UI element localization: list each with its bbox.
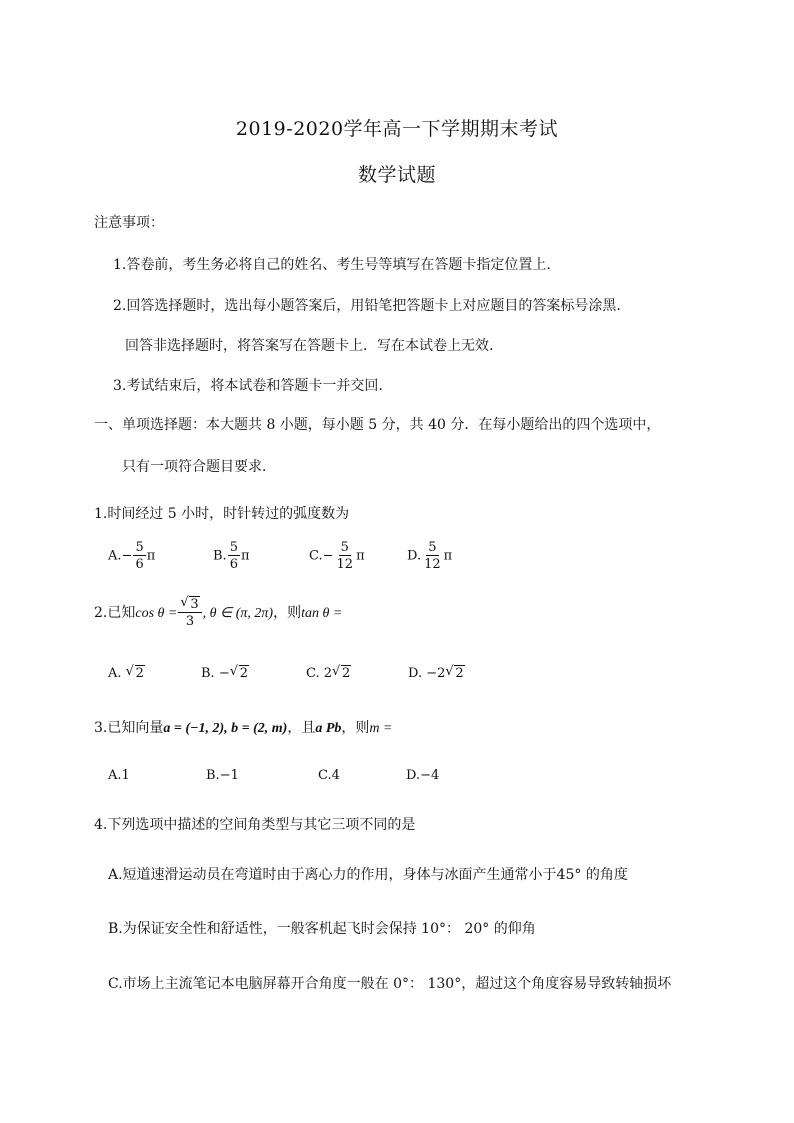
fraction: $\frac{5}{12}$ <box>336 540 354 572</box>
notice-heading: 注意事项： <box>94 215 164 231</box>
q2-option-d[interactable]: D. −2√ 2 <box>408 666 465 681</box>
notice-item-2b: 回答非选择题时，将答案写在答题卡上．写在本试卷上无效. <box>125 338 494 354</box>
cos-expr: cos θ = <box>135 606 178 621</box>
notice-item-3: 3.考试结束后，将本试卷和答题卡一并交回. <box>113 378 383 394</box>
fraction: $\frac{5}{6}$ <box>229 540 238 572</box>
section-heading-cont: 只有一项符合题目要求． <box>122 459 276 475</box>
q3-option-d[interactable]: D.−4 <box>406 768 440 783</box>
q1-option-a[interactable]: A.− $\frac{5}{6}$ π <box>108 540 156 572</box>
q4-option-a[interactable]: A.短道速滑运动员在弯道时由于离心力的作用，身体与冰面产生通常小于45° 的角度 <box>108 867 628 883</box>
relation-expr: a Pb <box>315 721 342 736</box>
section-heading: 一、单项选择题：本大题共 8 小题，每小题 5 分，共 40 分．在每小题给出的四个选项中， <box>94 417 661 433</box>
q2-option-b[interactable]: B. −√ 2 <box>201 666 249 681</box>
q3-option-c[interactable]: C.4 <box>318 768 340 783</box>
exam-subtitle: 数学试题 <box>357 164 436 186</box>
fraction: $\frac{5}{6}$ <box>135 540 144 572</box>
tan-expr: tan θ = <box>301 606 343 621</box>
question-1-stem: 1.时间经过 5 小时，时针转过的弧度数为 <box>94 506 350 522</box>
q4-option-b[interactable]: B.为保证安全性和舒适性，一般客机起飞时会保持 10°： 20° 的仰角 <box>108 921 536 937</box>
vector-expr: a = (−1, 2), b = (2, m) <box>163 721 288 736</box>
question-4-stem: 4.下列选项中描述的空间角类型与其它三项不同的是 <box>94 817 416 833</box>
question-2-stem: 2.已知cos θ = √ $\frac{3}{3}$ , θ ∈ (π, 2π)，则tan θ = <box>94 598 342 628</box>
q4-option-c[interactable]: C.市场上主流笔记本电脑屏幕开合角度一般在 0°： 130°，超过这个角度容易导致转轴损坏 <box>108 976 672 992</box>
notice-item-1: 1.答卷前，考生务必将自己的姓名、考生号等填写在答题卡指定位置上. <box>113 257 551 273</box>
q2-option-a[interactable]: A. √ 2 <box>108 666 145 681</box>
condition-expr: , θ ∈ (π, 2π) <box>202 606 274 621</box>
q3-option-a[interactable]: A.1 <box>108 768 130 783</box>
notice-item-2: 2.回答选择题时，选出每小题答案后，用铅笔把答题卡上对应题目的答案标号涂黑. <box>113 298 621 314</box>
fraction: $\frac{5}{12}$ <box>424 540 441 572</box>
question-3-stem: 3.已知向量a = (−1, 2), b = (2, m)，且a Pb，则m = <box>94 720 393 736</box>
target-expr: m = <box>369 721 393 736</box>
q3-option-b[interactable]: B.−1 <box>206 768 239 783</box>
q1-option-d[interactable]: D. $\frac{5}{12}$ π <box>407 540 453 572</box>
exam-title: 2019-2020学年高一下学期期末考试 <box>235 118 559 140</box>
fraction: √ $\frac{3}{3}$ <box>178 598 201 628</box>
q1-option-c[interactable]: C.− $\frac{5}{12}$ π <box>309 540 365 572</box>
q2-option-c[interactable]: C. 2√ 2 <box>306 666 351 681</box>
q1-option-b[interactable]: B. $\frac{5}{6}$ π <box>213 540 250 572</box>
